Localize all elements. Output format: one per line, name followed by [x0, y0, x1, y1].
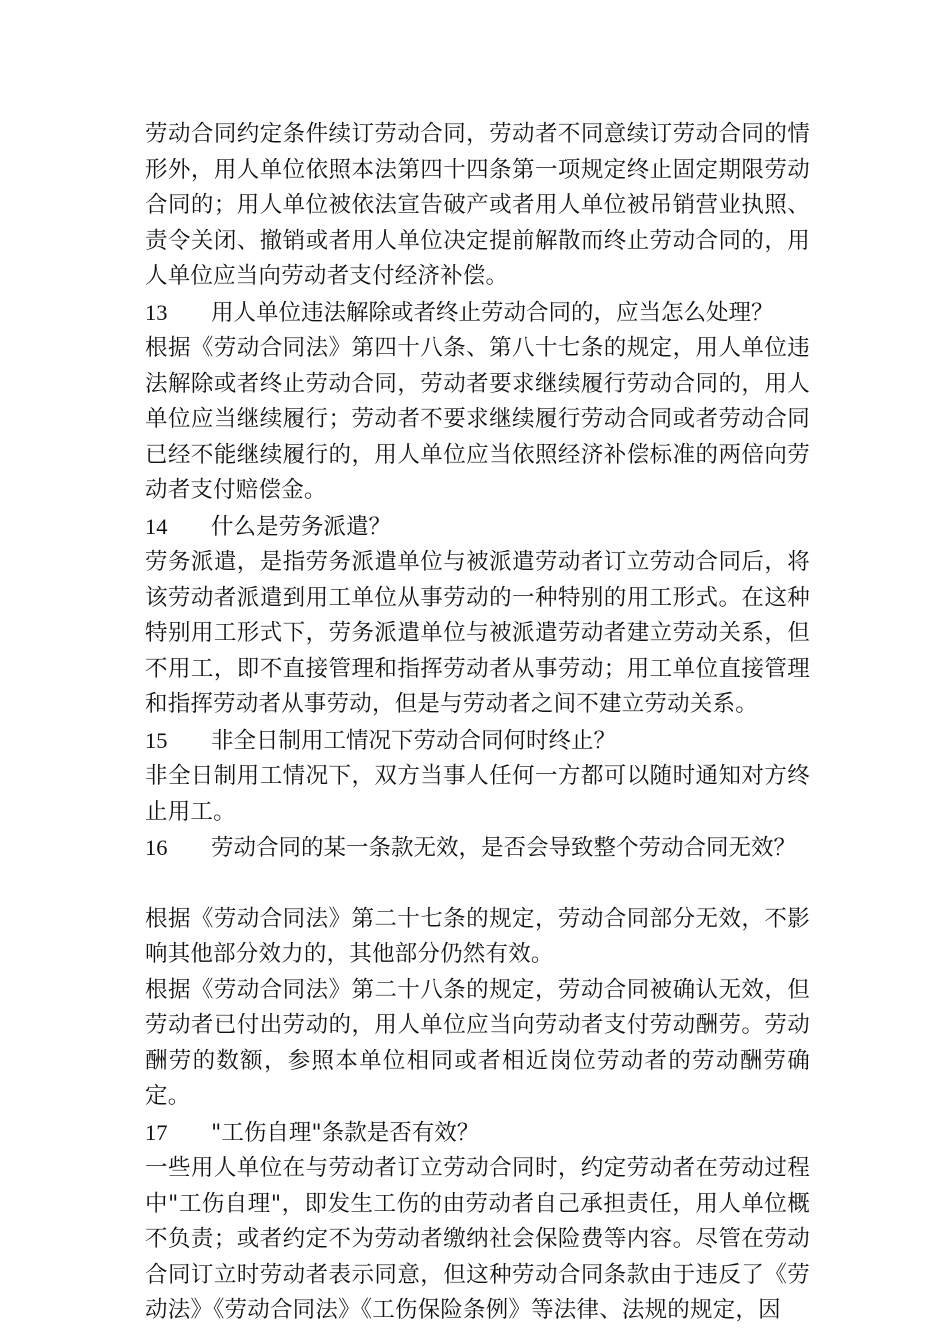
question-text: 非全日制用工情况下劳动合同何时终止？	[211, 727, 617, 754]
question-number: 17	[145, 1119, 168, 1145]
answer-14: 劳务派遣，是指劳务派遣单位与被派遣劳动者订立劳动合同后，将该劳动者派遣到用工单位从事劳动的一种特别的用工形式。在这种特别用工形式下，劳务派遣单位与被派遣劳动者建立劳动关系，但不用工，即不直接管理和指挥劳动者从事劳动；用工单位直接管理和指挥劳动者从事劳动，但是与劳动者之间不建立劳动关系。	[145, 549, 810, 717]
document-body	[145, 117, 810, 1329]
question-number: 15	[145, 727, 168, 753]
question-text: 用人单位违法解除或者终止劳动合同的，应当怎么处理？	[211, 299, 774, 326]
question-text: "工伤自理"条款是否有效？	[211, 1119, 480, 1146]
question-number: 13	[145, 299, 168, 325]
paragraph-economic-compensation: 劳动合同约定条件续订劳动合同，劳动者不同意续订劳动合同的情形外，用人单位依照本法第四十四条第一项规定终止固定期限劳动合同的；用人单位被依法宣告破产或者用人单位被吊销营业执照、责令关闭、撤销或者用人单位决定提前解散而终止劳动合同的，用人单位应当向劳动者支付经济补偿。	[145, 121, 810, 289]
answer-16-part-1: 根据《劳动合同法》第二十七条的规定，劳动合同部分无效，不影响其他部分效力的，其他部分仍然有效。	[145, 905, 810, 967]
question-text: 劳动合同的某一条款无效，是否会导致整个劳动合同无效？	[211, 835, 797, 861]
question-15	[145, 723, 810, 760]
question-number: 16	[145, 835, 168, 860]
question-number: 14	[145, 513, 168, 539]
question-14	[145, 509, 810, 546]
question-17	[145, 1115, 810, 1152]
blank-line	[145, 867, 810, 902]
answer-15: 非全日制用工情况下，双方当事人任何一方都可以随时通知对方终止用工。	[145, 763, 810, 825]
question-13	[145, 295, 810, 332]
question-text: 什么是劳务派遣？	[211, 513, 392, 540]
question-16	[145, 830, 810, 867]
answer-16-part-2: 根据《劳动合同法》第二十八条的规定，劳动合同被确认无效，但劳动者已付出劳动的，用人单位应当向劳动者支付劳动酬劳。劳动酬劳的数额，参照本单位相同或者相近岗位劳动者的劳动酬劳确定。	[145, 976, 810, 1109]
answer-17: 一些用人单位在与劳动者订立劳动合同时，约定劳动者在劳动过程中"工伤自理"，即发生工伤的由劳动者自己承担责任，用人单位概不负责；或者约定不为劳动者缴纳社会保险费等内容。尽管在劳动合同订立时劳动者表示同意，但这种劳动合同条款由于违反了《劳动法》《劳动合同法》《工伤保险条例》等法律、法规的规定，因	[145, 1155, 810, 1323]
answer-13: 根据《劳动合同法》第四十八条、第八十七条的规定，用人单位违法解除或者终止劳动合同，劳动者要求继续履行劳动合同的，用人单位应当继续履行；劳动者不要求继续履行劳动合同或者劳动合同已经不能继续履行的，用人单位应当依照经济补偿标准的两倍向劳动者支付赔偿金。	[145, 335, 810, 503]
